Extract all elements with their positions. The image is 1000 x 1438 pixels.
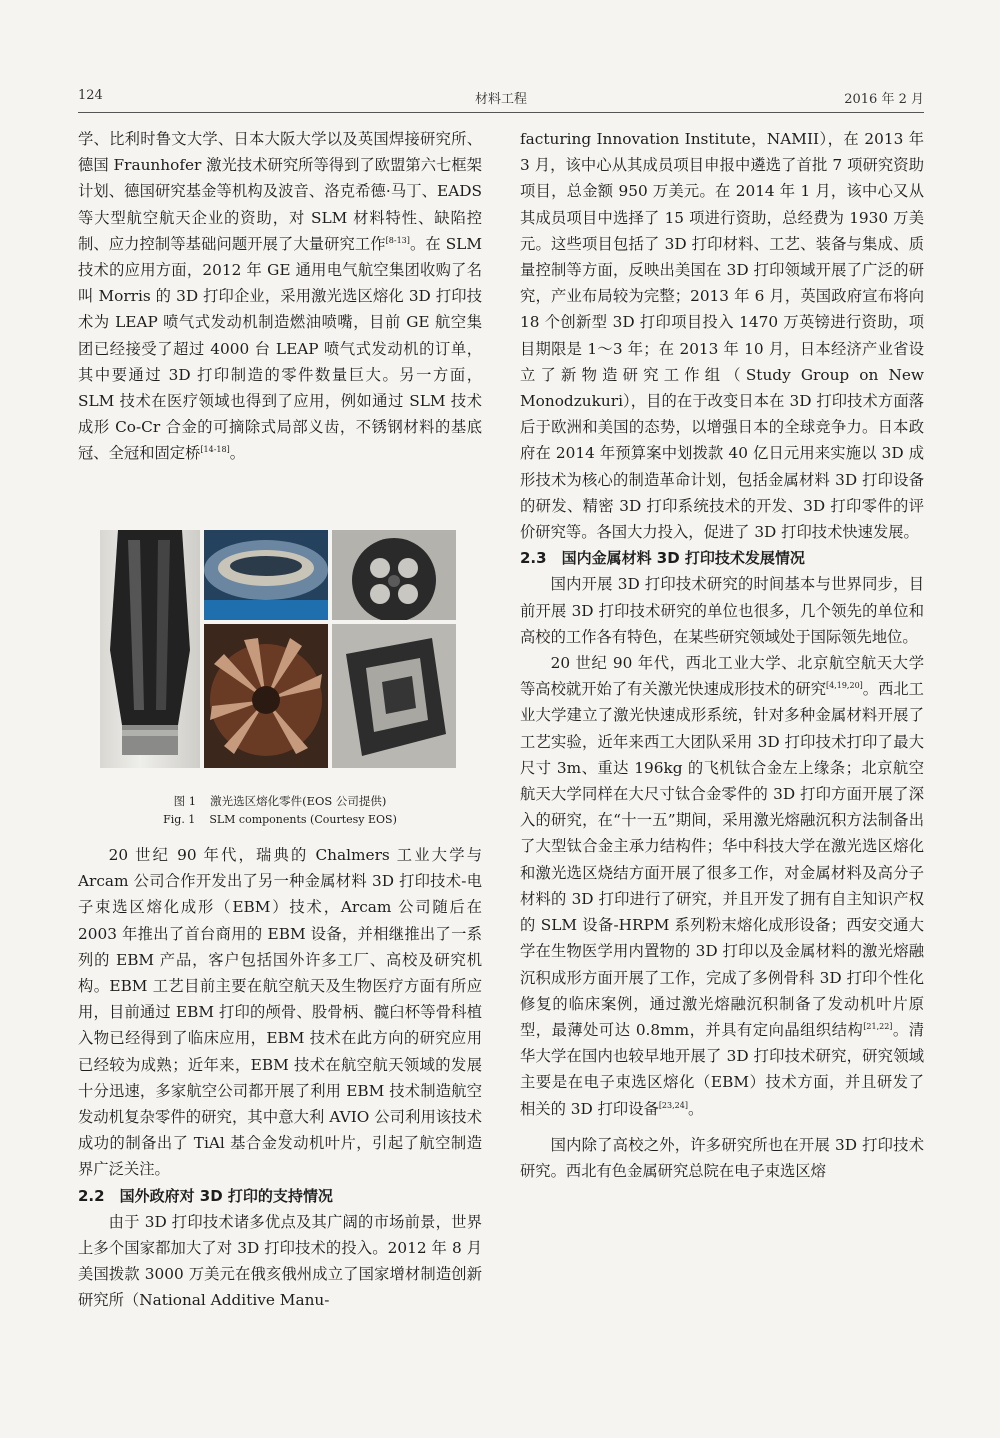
- paragraph: 国内除了高校之外，许多研究所也在开展 3D 打印技术研究。西北有色金属研究总院在电子束选区熔: [520, 1135, 924, 1180]
- left-column-lower: [78, 842, 482, 1314]
- citation: [21,22]: [863, 1021, 893, 1031]
- paragraph: 国内开展 3D 打印技术研究的时间基本与世界同步，目前开展 3D 打印技术研究的单位也很多，几个领先的单位和高校的工作各有特色，在某些研究领域处于国际领先地位。: [520, 575, 924, 646]
- citation: [14-18]: [200, 445, 230, 455]
- running-header: [78, 84, 924, 110]
- section-heading-2-3: 2.3 国内金属材料 3D 打印技术发展情况: [520, 549, 805, 568]
- figure-caption-en: Fig. 1 SLM components (Courtesy EOS): [163, 813, 397, 826]
- header-rule: [78, 112, 924, 113]
- photo-impeller: [204, 624, 328, 768]
- left-column: [78, 126, 482, 467]
- paragraph: facturing Innovation Institute，NAMII），在 2013 年 3 月，该中心从其成员项目申报中遴选了首批 7 项研究资助项目，总金额 950 万美元。在 2014 年 1 月，该中心又从其成员项目中选择了 15 项进行资助，总经费为 1930 万美元。这些项目包括了 3D 打印材料、工艺、装备与集成、质量控制等方面，反映出美国在 3D 打印领域开展了广泛的研究，产业布局较为完整；2013 年 6 月，英国政府宣布将向 18 个创新型 3D 打印项目投入 1470 万英镑进行资助，项目期限是 1～3 年；在 2013 年 10 月，日本经济产业省设立了新物造研究工作组（Study Group on New Monodzukuri），目的在于改变日本在 3D 打印技术方面落后于欧洲和美国的态势，以增强日本的全球竞争力。日本政府在 2014 年预算案中划拨款 40 亿日元用来实施以 3D 成形技术为核心的制造革命计划，包括金属材料 3D 打印设备的研发、精密 3D 打印系统技术的开发、3D 打印零件的评价研究等。各国大力投入，促进了 3D 打印技术快速发展。: [520, 130, 924, 542]
- figure-slm-components: [100, 530, 456, 768]
- paragraph: 学、比利时鲁文大学、日本大阪大学以及英国焊接研究所、德国 Fraunhofer 激光技术研究所等得到了欧盟第六七框架计划、德国研究基金等机构及波音、洛克希德·马丁、EADS 等大型航空航天企业的资助，对 SLM 材料特性、缺陷控制、应力控制等基础问题开展了大量研究工作[8-13]。在 SLM 技术的应用方面，2012 年 GE 通用电气航空集团收购了名叫 Morris 的 3D 打印企业，采用激光选区熔化 3D 打印技术为 LEAP 喷气式发动机制造燃油喷嘴，目前 GE 航空集团已经接受了超过 4000 台 LEAP 喷气式发动机的订单，其中要通过 3D 打印制造的零件数量巨大。另一方面，SLM 技术在医疗领域也得到了应用，例如通过 SLM 技术成形 Co-Cr 合金的可摘除式局部义齿，不锈钢材料的基底冠、全冠和固定桥[14-18]。: [78, 130, 482, 463]
- page-number: 124: [78, 88, 103, 103]
- photo-nozzle: [100, 530, 200, 768]
- paragraph: 20 世纪 90 年代，西北工业大学、北京航空航天大学等高校就开始了有关激光快速成形技术的研究[4,19,20]。西北工业大学建立了激光快速成形系统，针对多种金属材料开展了工艺实验，近年来西工大团队采用 3D 打印技术打印了最大尺寸 3m、重达 196kg 的飞机钛合金左上缘条；北京航空航天大学同样在大尺寸钛合金零件的 3D 打印方面开展了深入的研究，在“十一五”期间，采用激光熔融沉积方法制备出了大型钛合金主承力结构件；华中科技大学在激光选区熔化和激光选区烧结方面开展了很多工作，对金属材料及高分子材料的 3D 打印进行了研究，并且开发了拥有自主知识产权的 SLM 设备-HRPM 系列粉末熔化成形设备；西安交通大学在生物医学用内置物的 3D 打印以及金属材料的激光熔融沉积成形方面开展了工作，完成了多例骨科 3D 打印个性化修复的临床案例，通过激光熔融沉积制备了发动机叶片原型，最薄处可达 0.8mm，并具有定向晶组织结构[21,22]。清华大学在国内也较早地开展了 3D 打印技术研究，研究领域主要是在电子束选区熔化（EBM）技术方面，并且研发了相关的 3D 打印设备[23,24]。: [520, 654, 924, 1118]
- paragraph: 由于 3D 打印技术诸多优点及其广阔的市场前景，世界上多个国家都加大了对 3D 打印技术的投入。2012 年 8 月美国拨款 3000 万美元在俄亥俄州成立了国家增材制造创新研究所（National Additive Manu-: [78, 1212, 482, 1310]
- figure-caption-cn: 图 1 激光选区熔化零件(EOS 公司提供): [173, 794, 387, 808]
- photo-blue-ring: [204, 530, 328, 620]
- right-column: [520, 126, 924, 1184]
- citation: [23,24]: [658, 1100, 688, 1110]
- photo-bracket: [332, 624, 456, 768]
- section-heading-2-2: 2.2 国外政府对 3D 打印的支持情况: [78, 1186, 333, 1205]
- issue-date: 2016 年 2 月: [844, 92, 924, 107]
- photo-dark-disc: [332, 530, 456, 620]
- citation: [8-13]: [385, 235, 410, 245]
- journal-title: 材料工程: [474, 92, 527, 107]
- citation: [4,19,20]: [826, 681, 863, 691]
- paragraph: 20 世纪 90 年代，瑞典的 Chalmers 工业大学与 Arcam 公司合作开发出了另一种金属材料 3D 打印技术-电子束选区熔化成形（EBM）技术，Arcam 公司随后在 2003 年推出了首台商用的 EBM 设备，并相继推出了一系列的 EBM 产品，客户包括国外许多工厂、高校及研究机构。EBM 工艺目前主要在航空航天及生物医疗方面有所应用，目前通过 EBM 打印的颅骨、股骨柄、髋臼杯等骨科植入物已经得到了临床应用，EBM 技术在此方向的研究应用已经较为成熟；近年来，EBM 技术在航空航天领域的发展十分迅速，多家航空公司都开展了利用 EBM 技术制造航空发动机复杂零件的研究，其中意大利 AVIO 公司利用该技术成功的制备出了 TiAl 基合金发动机叶片，引起了航空制造界广泛关注。: [78, 846, 482, 1179]
